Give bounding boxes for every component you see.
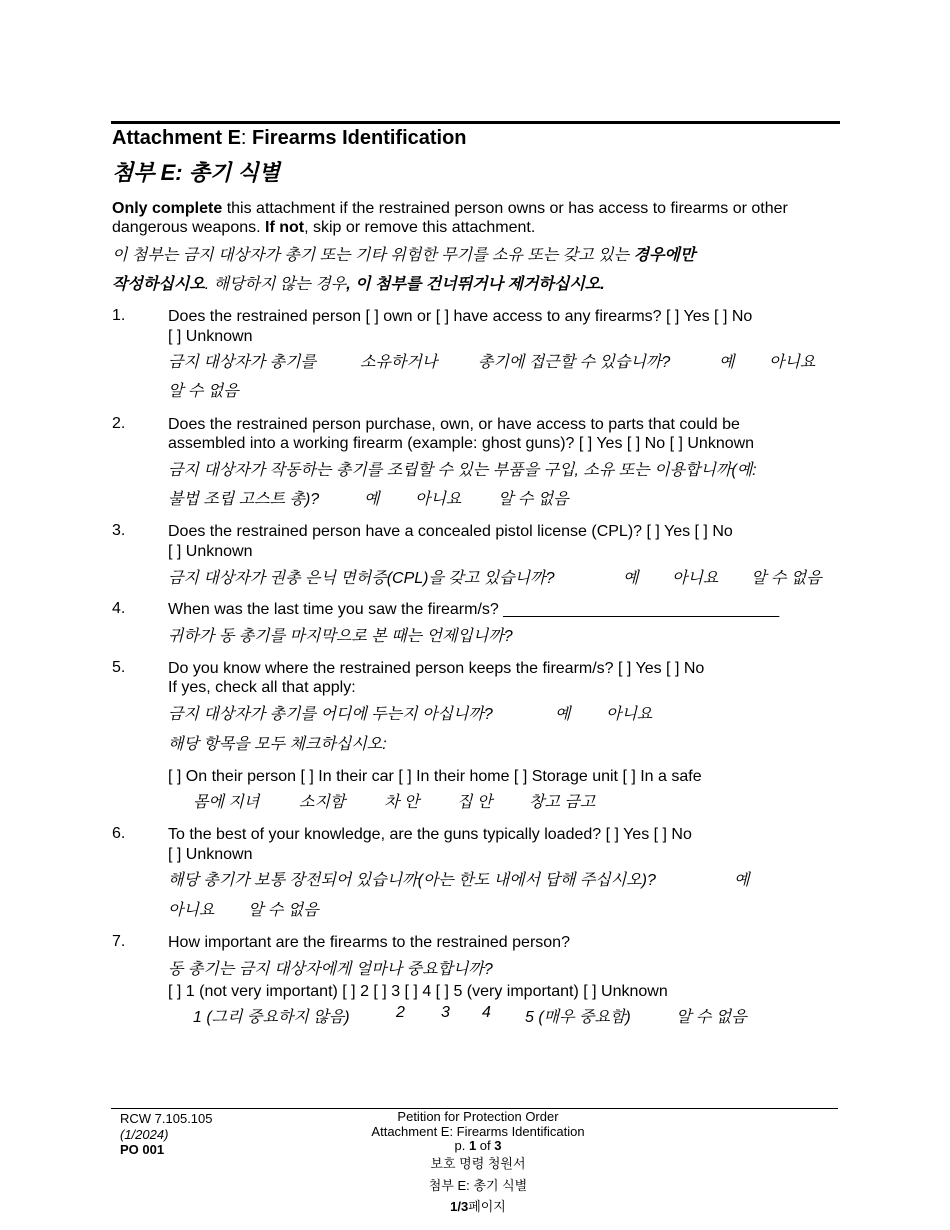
q5-korean-2: 해당 항목을 모두 체크하십시오: [168, 736, 387, 753]
q3-korean-unknown: 알 수 없음 [751, 570, 822, 587]
intro-line-2: dangerous weapons. If not, skip or remove this attachment. [112, 219, 536, 236]
q7-scale-korean-4: 4 [482, 1004, 491, 1021]
q6-korean-unknown: 알 수 없음 [248, 902, 319, 919]
q6-korean-no: 아니요 [168, 902, 215, 919]
q3-korean-yes: 예 [623, 570, 639, 587]
q3-text-2: [ ] Unknown [168, 543, 253, 560]
q2-korean-no: 아니요 [415, 491, 462, 508]
question-number: 5. [112, 659, 126, 676]
question-number: 3. [112, 522, 126, 539]
q5-korean-yes: 예 [555, 706, 571, 723]
q6-text-2: [ ] Unknown [168, 846, 253, 863]
q7-korean: 동 총기는 금지 대상자에게 얼마나 중요합니까? [168, 961, 493, 978]
q5-korean-no: 아니요 [606, 706, 653, 723]
question-number: 4. [112, 600, 126, 617]
intro-korean-line-2: 작성하십시오. 해당하지 않는 경우, 이 첨부를 건너뛰거나 제거하십시오. [112, 276, 605, 293]
q5-option-korean-car-b: 차 안 [384, 794, 420, 811]
q2-text: Does the restrained person purchase, own, or have access to parts that could be [168, 416, 740, 433]
footer-attachment-title: Attachment E: Firearms Identification [371, 1124, 585, 1139]
footer-attachment-title-korean: 첨부 E: 총기 식별 [428, 1178, 528, 1193]
footer-page-number: p. 1 of 3 [454, 1138, 502, 1153]
q2-korean-unknown: 알 수 없음 [498, 491, 569, 508]
q5-option-korean-person: 몸에 지녀 [193, 794, 260, 811]
q5-option-korean-storage: 창고 금고 [529, 794, 596, 811]
q1-korean-no: 아니요 [769, 354, 816, 371]
q5-option-korean-car-a: 소지함 [299, 794, 346, 811]
q7-scale-korean-3: 3 [441, 1004, 450, 1021]
question-number: 6. [112, 825, 126, 842]
q7-scale: [ ] 1 (not very important) [ ] 2 [ ] 3 [ ] 4 [ ] 5 (very important) [ ] Unknown [168, 983, 668, 1000]
q5-text: Do you know where the restrained person keeps the firearm/s? [ ] Yes [ ] No [168, 660, 705, 677]
question-number: 2. [112, 415, 126, 432]
top-rule [111, 121, 840, 124]
q5-option-korean-home: 집 안 [457, 794, 493, 811]
q1-korean-own: 소유하거나 [360, 354, 438, 371]
q2-korean-2: 불법 조립 고스트 총)? [168, 491, 320, 508]
q6-korean-yes: 예 [734, 872, 750, 889]
q3-korean: 금지 대상자가 권총 은닉 면허증(CPL)을 갖고 있습니까? [168, 570, 555, 587]
q1-korean-unknown: 알 수 없음 [168, 383, 239, 400]
footer-page-number-korean: 1/3페이지 [450, 1199, 506, 1214]
q3-korean-no: 아니요 [672, 570, 719, 587]
q1-text-2: [ ] Unknown [168, 328, 253, 345]
q4-korean: 귀하가 동 총기를 마지막으로 본 때는 언제입니까? [168, 628, 513, 645]
q1-korean: 금지 대상자가 총기를 [168, 354, 316, 371]
q1-korean-yes: 예 [719, 354, 735, 371]
question-number: 7. [112, 933, 126, 950]
q2-text-2: assembled into a working firearm (example: ghost guns)? [ ] Yes [ ] No [ ] Unknown [168, 435, 755, 452]
q1-korean-access: 총기에 접근할 수 있습니까? [478, 354, 671, 371]
q4-text: When was the last time you saw the firearm/s? _______________________________ [168, 601, 780, 618]
footer-petition-title: Petition for Protection Order [397, 1109, 559, 1124]
q2-korean-yes: 예 [364, 491, 380, 508]
q7-scale-korean-2: 2 [396, 1004, 405, 1021]
footer-rcw: RCW 7.105.105 [120, 1111, 213, 1126]
intro-korean-line-1: 이 첨부는 금지 대상자가 총기 또는 기타 위험한 무기를 소유 또는 갖고 있는 경우에만 [112, 247, 696, 264]
intro-line-1: Only complete this attachment if the restrained person owns or has access to firearms or other [112, 200, 788, 217]
q6-korean: 해당 총기가 보통 장전되어 있습니까(아는 한도 내에서 답해 주십시오)? [168, 872, 656, 889]
footer-petition-title-korean: 보호 명령 청원서 [430, 1156, 526, 1171]
footer-date: (1/2024) [120, 1127, 169, 1142]
q5-options: [ ] On their person [ ] In their car [ ] In their home [ ] Storage unit [ ] In a safe [168, 768, 702, 785]
q5-text-2: If yes, check all that apply: [168, 679, 356, 696]
q3-text: Does the restrained person have a concealed pistol license (CPL)? [ ] Yes [ ] No [168, 523, 733, 540]
q5-korean: 금지 대상자가 총기를 어디에 두는지 아십니까? [168, 706, 493, 723]
q1-text: Does the restrained person [ ] own or [ ] have access to any firearms? [ ] Yes [ ] No [168, 308, 753, 325]
q7-scale-korean-5: 5 (매우 중요함) [525, 1009, 631, 1026]
q7-text: How important are the firearms to the restrained person? [168, 934, 570, 951]
q7-scale-korean-unknown: 알 수 없음 [676, 1009, 747, 1026]
page-title-korean: 첨부 E: 총기 식별 [112, 160, 280, 185]
q6-text: To the best of your knowledge, are the guns typically loaded? [ ] Yes [ ] No [168, 826, 692, 843]
q7-scale-korean-1: 1 (그리 중요하지 않음) [193, 1009, 350, 1026]
q2-korean: 금지 대상자가 작동하는 총기를 조립할 수 있는 부품을 구입, 소유 또는 이용합니까(예: [168, 462, 757, 479]
footer-form-number: PO 001 [120, 1142, 165, 1157]
page-title: Attachment E: Firearms Identification [112, 127, 467, 149]
question-number: 1. [112, 307, 126, 324]
